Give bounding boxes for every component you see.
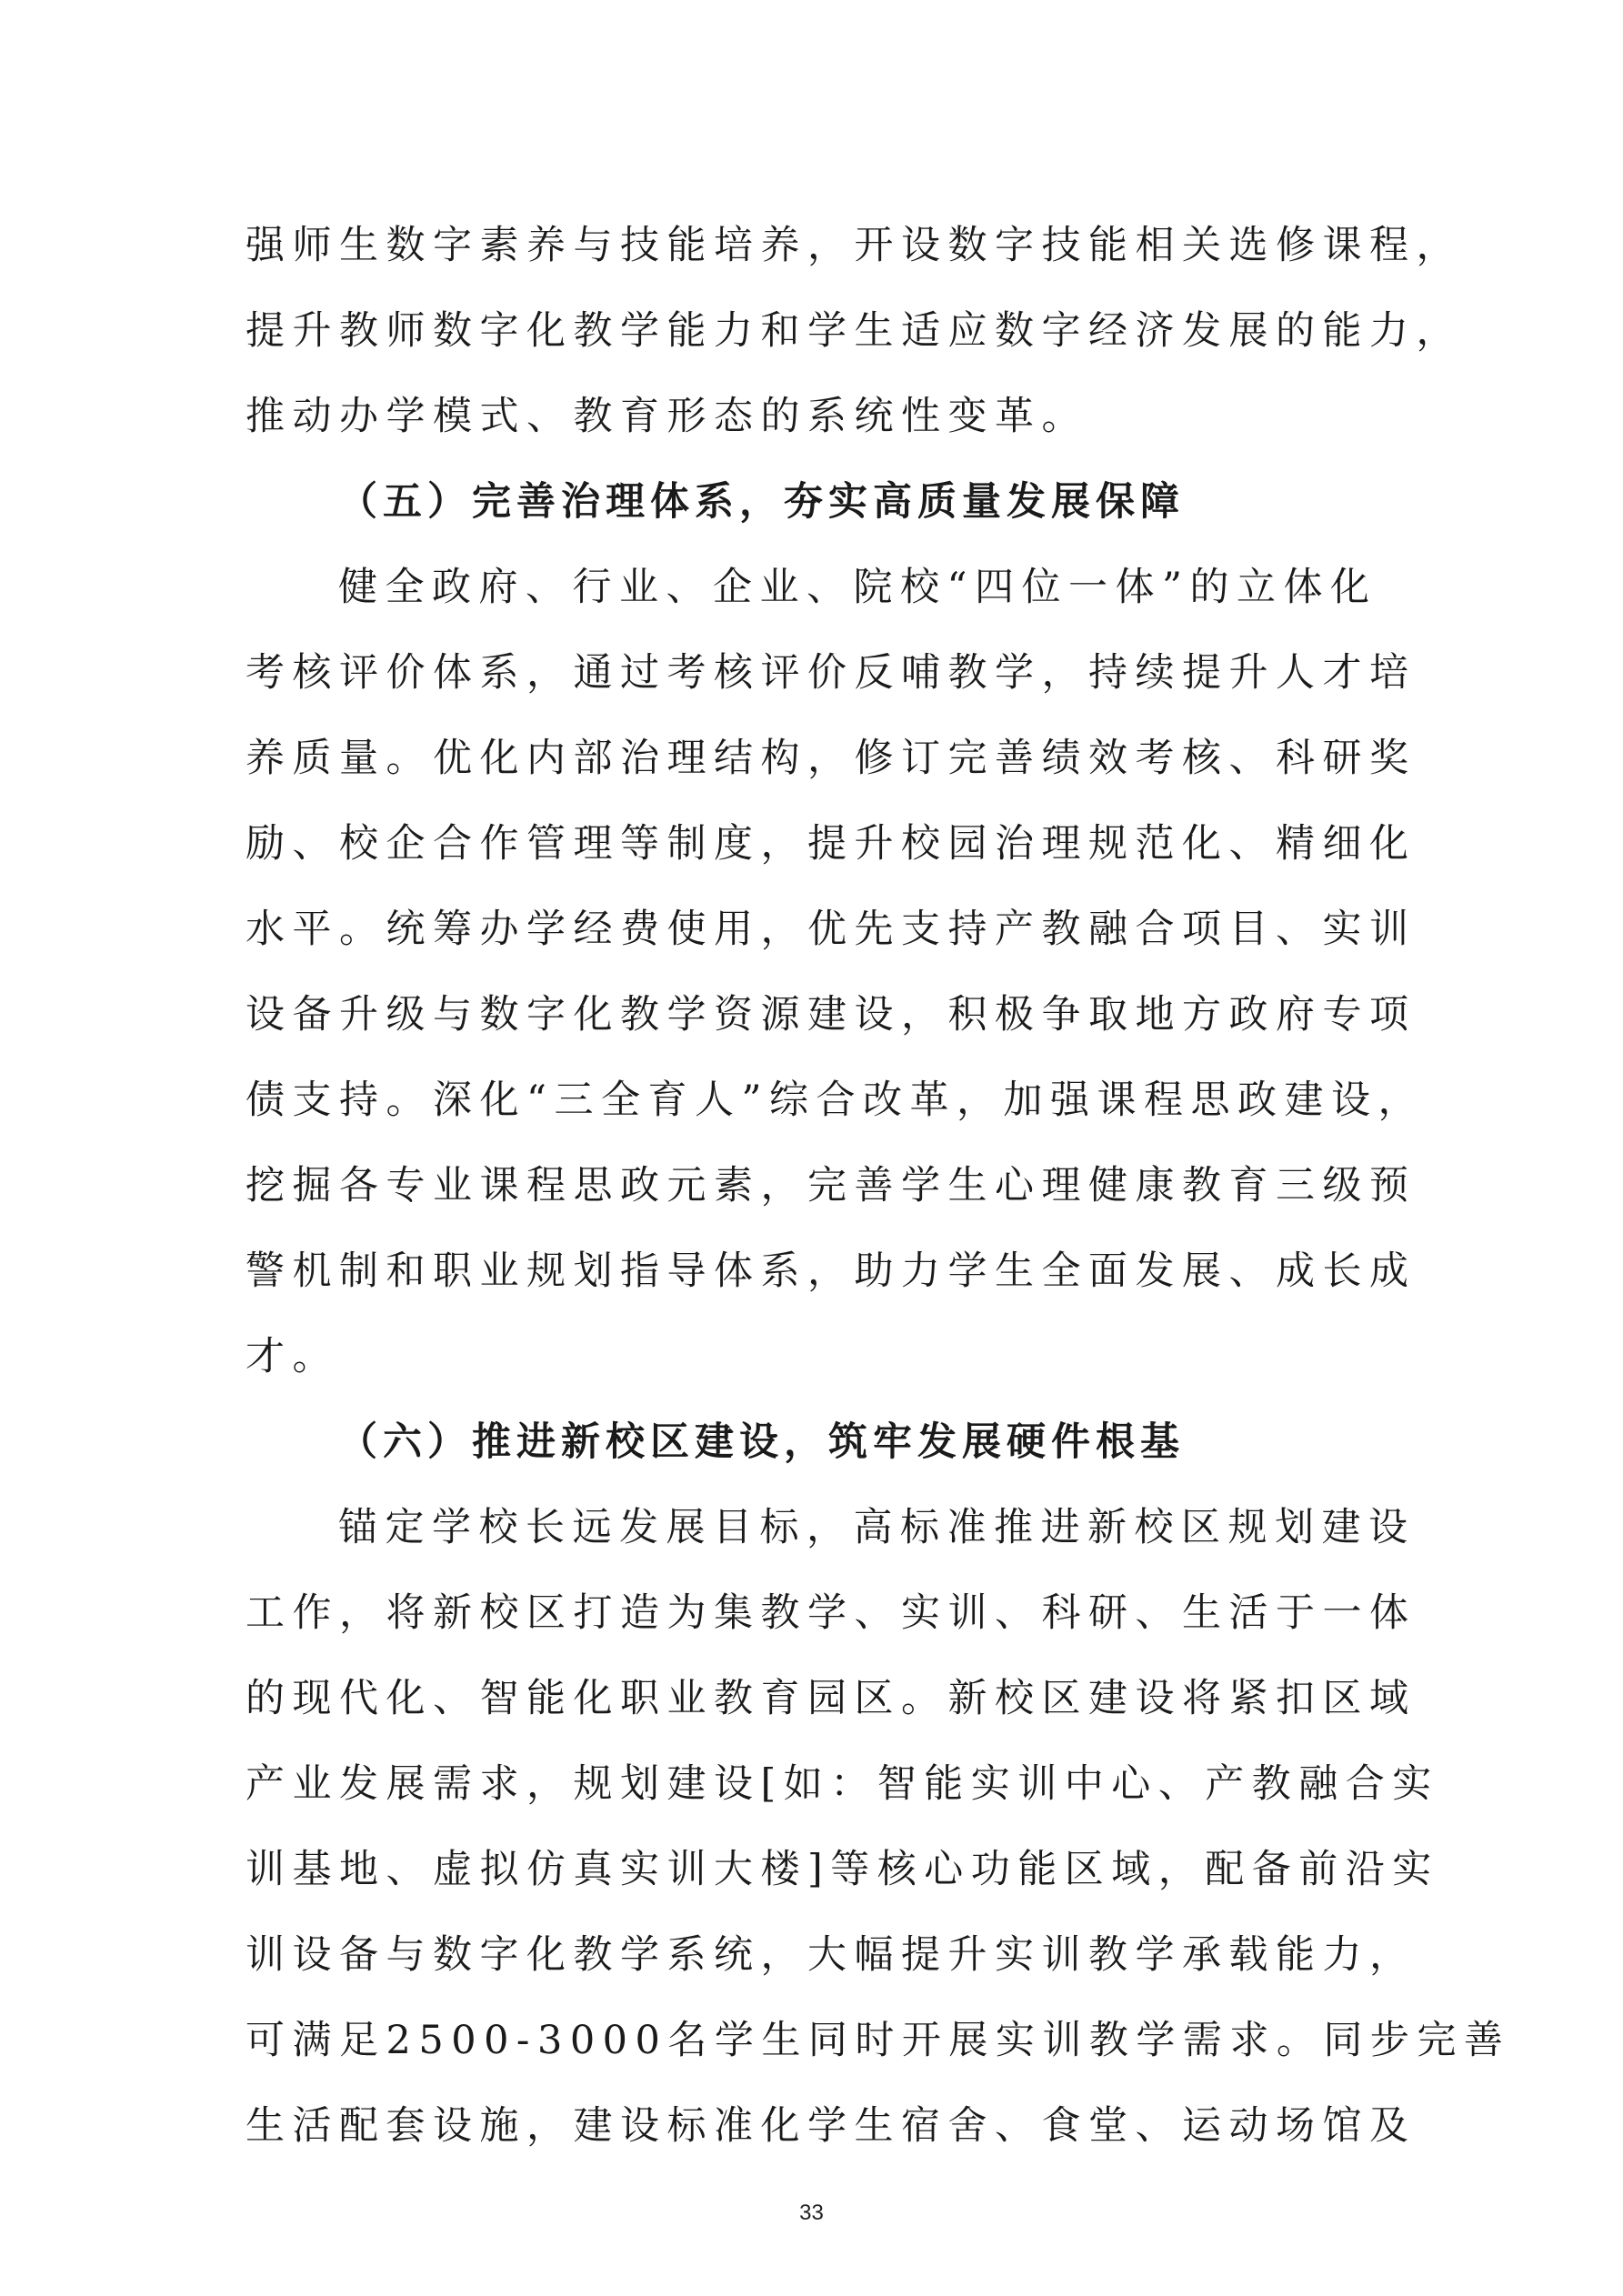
page-number: 33 [799, 2201, 824, 2225]
body-text-line: 可满足2500-3000名学生同时开展实训教学需求。同步完善 [245, 2018, 1511, 2063]
body-text-line: 提升教师数字化教学能力和学生适应数字经济发展的能力， [245, 308, 1463, 354]
body-text-line: 挖掘各专业课程思政元素，完善学生心理健康教育三级预 [245, 1163, 1417, 1208]
body-text-line: 才。 [245, 1334, 339, 1379]
body-text-line: 训基地、虚拟仿真实训大楼]等核心功能区域，配备前沿实 [245, 1847, 1439, 1892]
body-text-line: 水平。统筹办学经费使用，优先支持产教融合项目、实训 [245, 907, 1417, 952]
body-text-line: 励、校企合作管理等制度，提升校园治理规范化、精细化 [245, 821, 1417, 867]
body-text-line: 考核评价体系，通过考核评价反哺教学，持续提升人才培 [245, 650, 1417, 696]
body-text-line: 的现代化、智能化职业教育园区。新校区建设将紧扣区域 [245, 1676, 1417, 1721]
body-text-line: 产业发展需求，规划建设[如：智能实训中心、产教融合实 [245, 1761, 1439, 1807]
body-text-line: 养质量。优化内部治理结构，修订完善绩效考核、科研奖 [245, 736, 1417, 781]
body-text-line: 警机制和职业规划指导体系，助力学生全面发展、成长成 [245, 1248, 1417, 1294]
body-text-line: 工作，将新校区打造为集教学、实训、科研、生活于一体 [245, 1590, 1417, 1636]
body-text-line: 债支持。深化“三全育人”综合改革，加强课程思政建设， [245, 1078, 1425, 1123]
body-text-line: 强师生数字素养与技能培养，开设数字技能相关选修课程， [245, 223, 1463, 268]
body-text-line: 生活配套设施，建设标准化学生宿舍、食堂、运动场馆及 [245, 2103, 1417, 2149]
body-text-line: 锚定学校长远发展目标，高标准推进新校区规划建设 [338, 1505, 1416, 1550]
body-text-line: 训设备与数字化教学系统，大幅提升实训教学承载能力， [245, 1932, 1417, 1978]
body-text-line: 健全政府、行业、企业、院校“四位一体”的立体化 [338, 565, 1378, 610]
section-heading-6: （六）推进新校区建设，筑牢发展硬件根基 [338, 1419, 1185, 1465]
section-heading-5: （五）完善治理体系，夯实高质量发展保障 [338, 479, 1185, 525]
body-text-line: 推动办学模式、教育形态的系统性变革。 [245, 394, 1088, 439]
body-text-line: 设备升级与数字化教学资源建设，积极争取地方政府专项 [245, 992, 1417, 1038]
